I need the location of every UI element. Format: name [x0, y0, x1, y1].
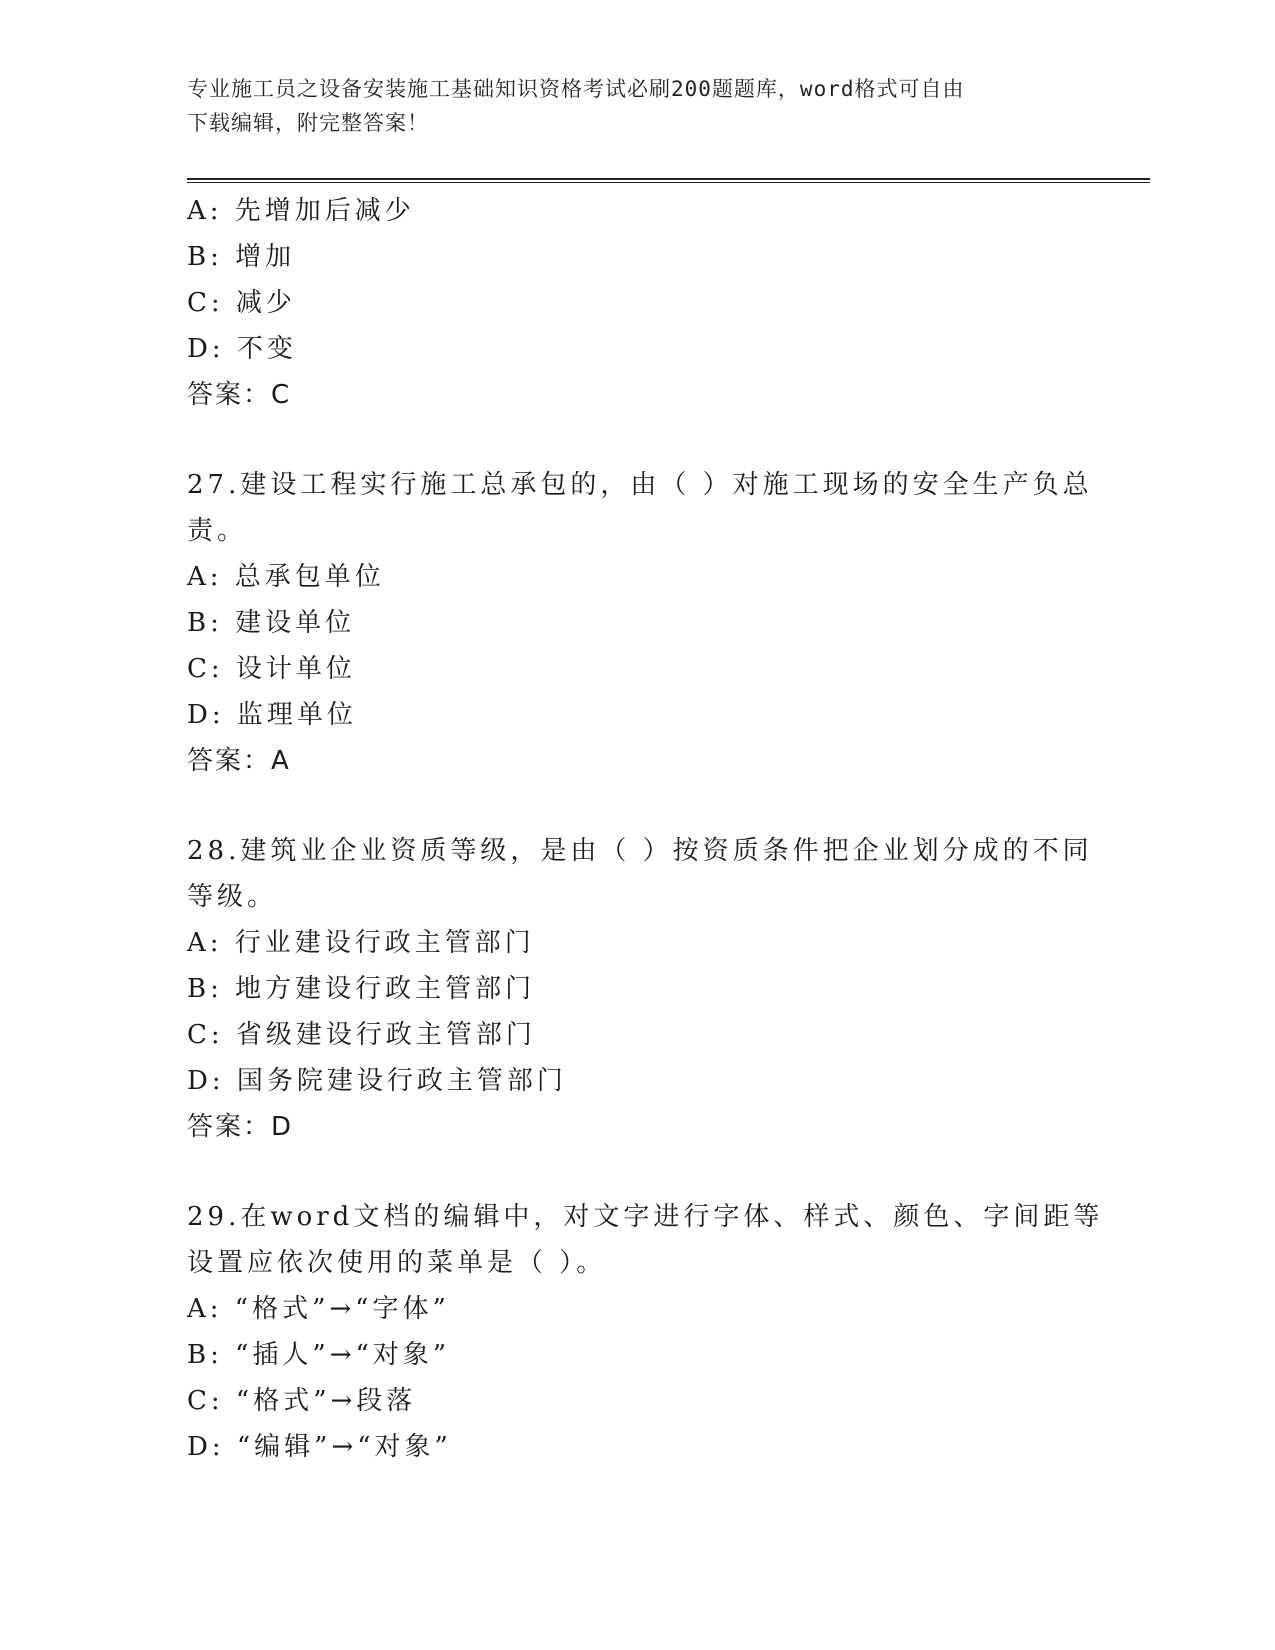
answer: 答案：C	[187, 380, 292, 410]
option-c: C: “格式”→段落	[187, 1386, 417, 1416]
question-27	[187, 462, 1093, 784]
option-a: A: 先增加后减少	[187, 196, 415, 226]
option-d: D: 不变	[187, 334, 297, 364]
question-stem-line-1: 29.在word文档的编辑中，对文字进行字体、样式、颜色、字间距等	[187, 1202, 1104, 1232]
question-stem-line-2: 设置应依次使用的菜单是（ ）。	[187, 1248, 607, 1278]
document-body	[187, 188, 1104, 1470]
answer: 答案：A	[187, 746, 291, 776]
option-a: A: 总承包单位	[187, 562, 385, 592]
option-d: D: 国务院建设行政主管部门	[187, 1066, 567, 1096]
spacer	[187, 784, 1087, 828]
option-b: B: 建设单位	[187, 608, 356, 638]
option-d: D: “编辑”→“对象”	[187, 1432, 452, 1462]
option-c: C: 设计单位	[187, 654, 356, 684]
document-page	[187, 0, 1150, 1650]
header-divider	[187, 178, 1150, 183]
option-a: A: 行业建设行政主管部门	[187, 928, 535, 958]
question-stem-line-1: 28.建筑业企业资质等级，是由（ ）按资质条件把企业划分成的不同	[187, 836, 1093, 866]
header-line-1: 专业施工员之设备安装施工基础知识资格考试必刷200题题库，word格式可自由	[187, 77, 965, 101]
question-28	[187, 828, 1093, 1150]
option-b: B: “插人”→“对象”	[187, 1340, 451, 1370]
option-d: D: 监理单位	[187, 700, 357, 730]
question-26	[187, 188, 1087, 418]
option-b: B: 地方建设行政主管部门	[187, 974, 536, 1004]
question-stem-line-2: 等级。	[187, 882, 278, 912]
spacer	[187, 418, 1087, 462]
option-b: B: 增加	[187, 242, 296, 272]
option-c: C: 减少	[187, 288, 296, 318]
document-header	[187, 72, 1087, 140]
answer: 答案：D	[187, 1112, 294, 1142]
option-c: C: 省级建设行政主管部门	[187, 1020, 536, 1050]
question-stem-line-1: 27.建设工程实行施工总承包的，由（ ）对施工现场的安全生产负总	[187, 470, 1093, 500]
question-29	[187, 1194, 1104, 1470]
option-a: A: “格式”→“字体”	[187, 1294, 450, 1324]
spacer	[187, 1150, 1087, 1194]
header-line-2: 下载编辑，附完整答案！	[187, 111, 429, 135]
question-stem-line-2: 责。	[187, 516, 248, 546]
